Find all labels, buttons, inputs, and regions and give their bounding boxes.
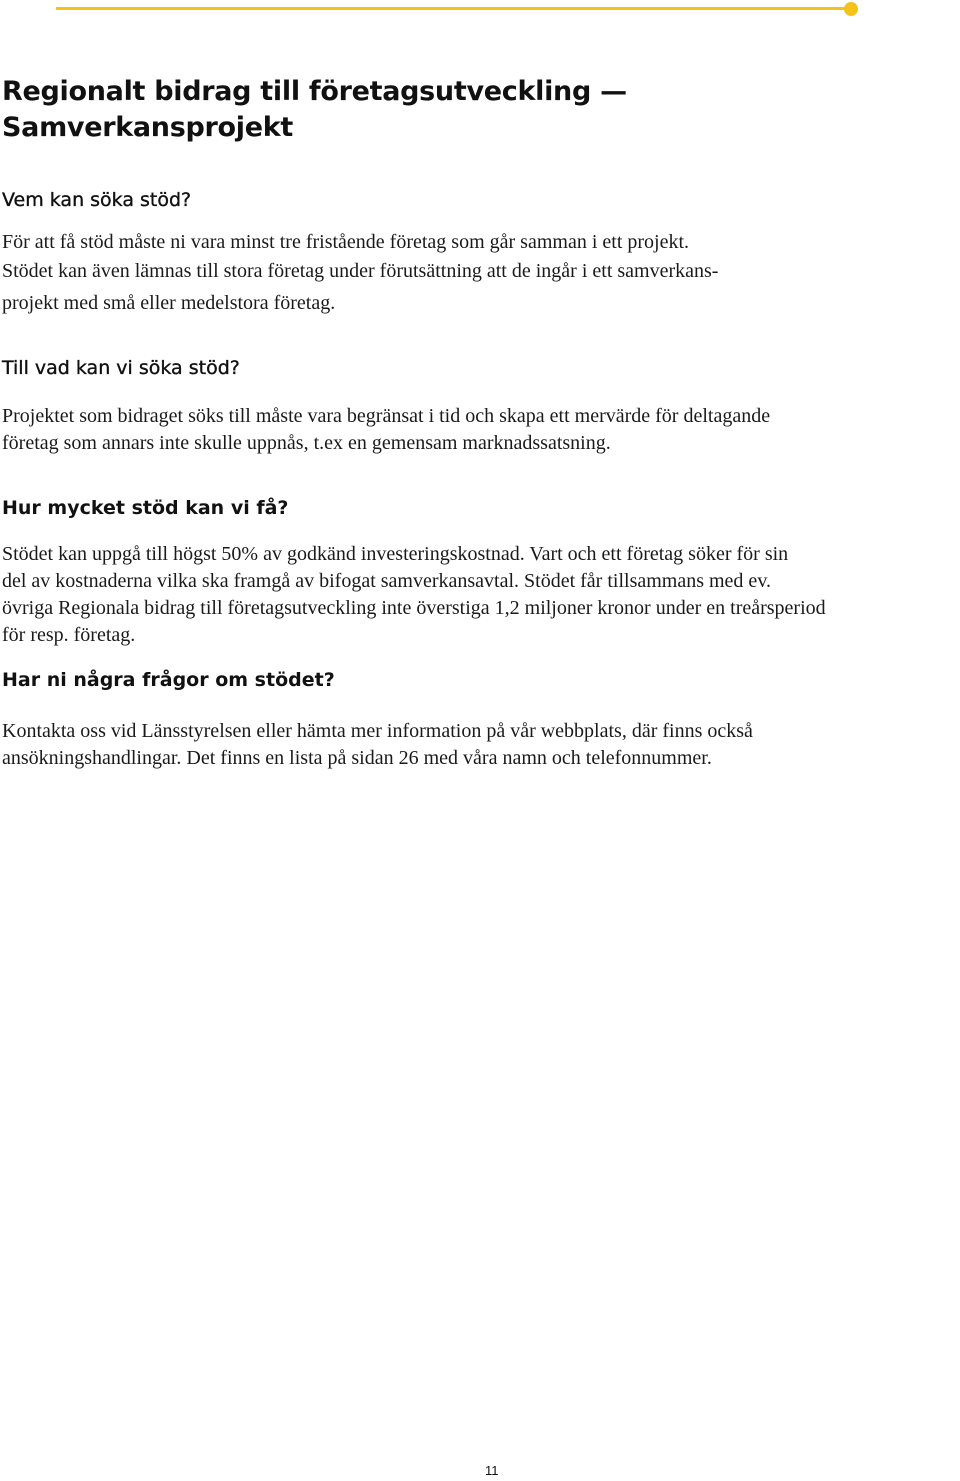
body-line: För att få stöd måste ni vara minst tre fristående företag som går samman i ett projekt. [2, 231, 690, 253]
body-line: Stödet kan även lämnas till stora företag under förutsättning att de ingår i ett samverkans- [2, 260, 719, 282]
body-line: för resp. företag. [2, 624, 136, 646]
body-line: Kontakta oss vid Länsstyrelsen eller hämta mer information på vår webbplats, där finns också [2, 720, 753, 742]
section-body-hur-mycket [2, 541, 826, 649]
document-title [2, 74, 902, 146]
body-line: företag som annars inte skulle uppnås, t.ex en gemensam marknadssatsning. [2, 432, 611, 454]
body-line: ansökningshandlingar. Det finns en lista på sidan 26 med våra namn och telefonnummer. [2, 747, 712, 769]
section-heading-till-vad: Till vad kan vi söka stöd? [2, 357, 240, 379]
section-body-till-vad [2, 403, 770, 457]
page-number: 11 [485, 1463, 499, 1478]
section-heading-fragor: Har ni några frågor om stödet? [2, 669, 335, 691]
body-line: övriga Regionala bidrag till företagsutveckling inte överstiga 1,2 miljoner kronor under en treårsperiod [2, 597, 826, 619]
body-line: Projektet som bidraget söks till måste vara begränsat i tid och skapa ett mervärde för deltagande [2, 405, 771, 427]
section-heading-vem-kan-soka: Vem kan söka stöd? [2, 189, 192, 211]
document-title-line: Samverkansprojekt [2, 112, 294, 143]
document-title-line: Regionalt bidrag till företagsutveckling — [2, 76, 627, 107]
body-line: projekt med små eller medelstora företag. [2, 292, 336, 314]
body-line: Stödet kan uppgå till högst 50% av godkänd investeringskostnad. Vart och ett företag söker för sin [2, 543, 789, 565]
header-rule-dot [844, 2, 858, 16]
body-line: del av kostnaderna vilka ska framgå av bifogat samverkansavtal. Stödet får tillsammans med ev. [2, 570, 772, 592]
header-rule [56, 7, 848, 10]
section-body-fragor [2, 718, 753, 772]
section-body-vem-kan-soka [2, 228, 718, 320]
section-heading-hur-mycket: Hur mycket stöd kan vi få? [2, 497, 289, 519]
